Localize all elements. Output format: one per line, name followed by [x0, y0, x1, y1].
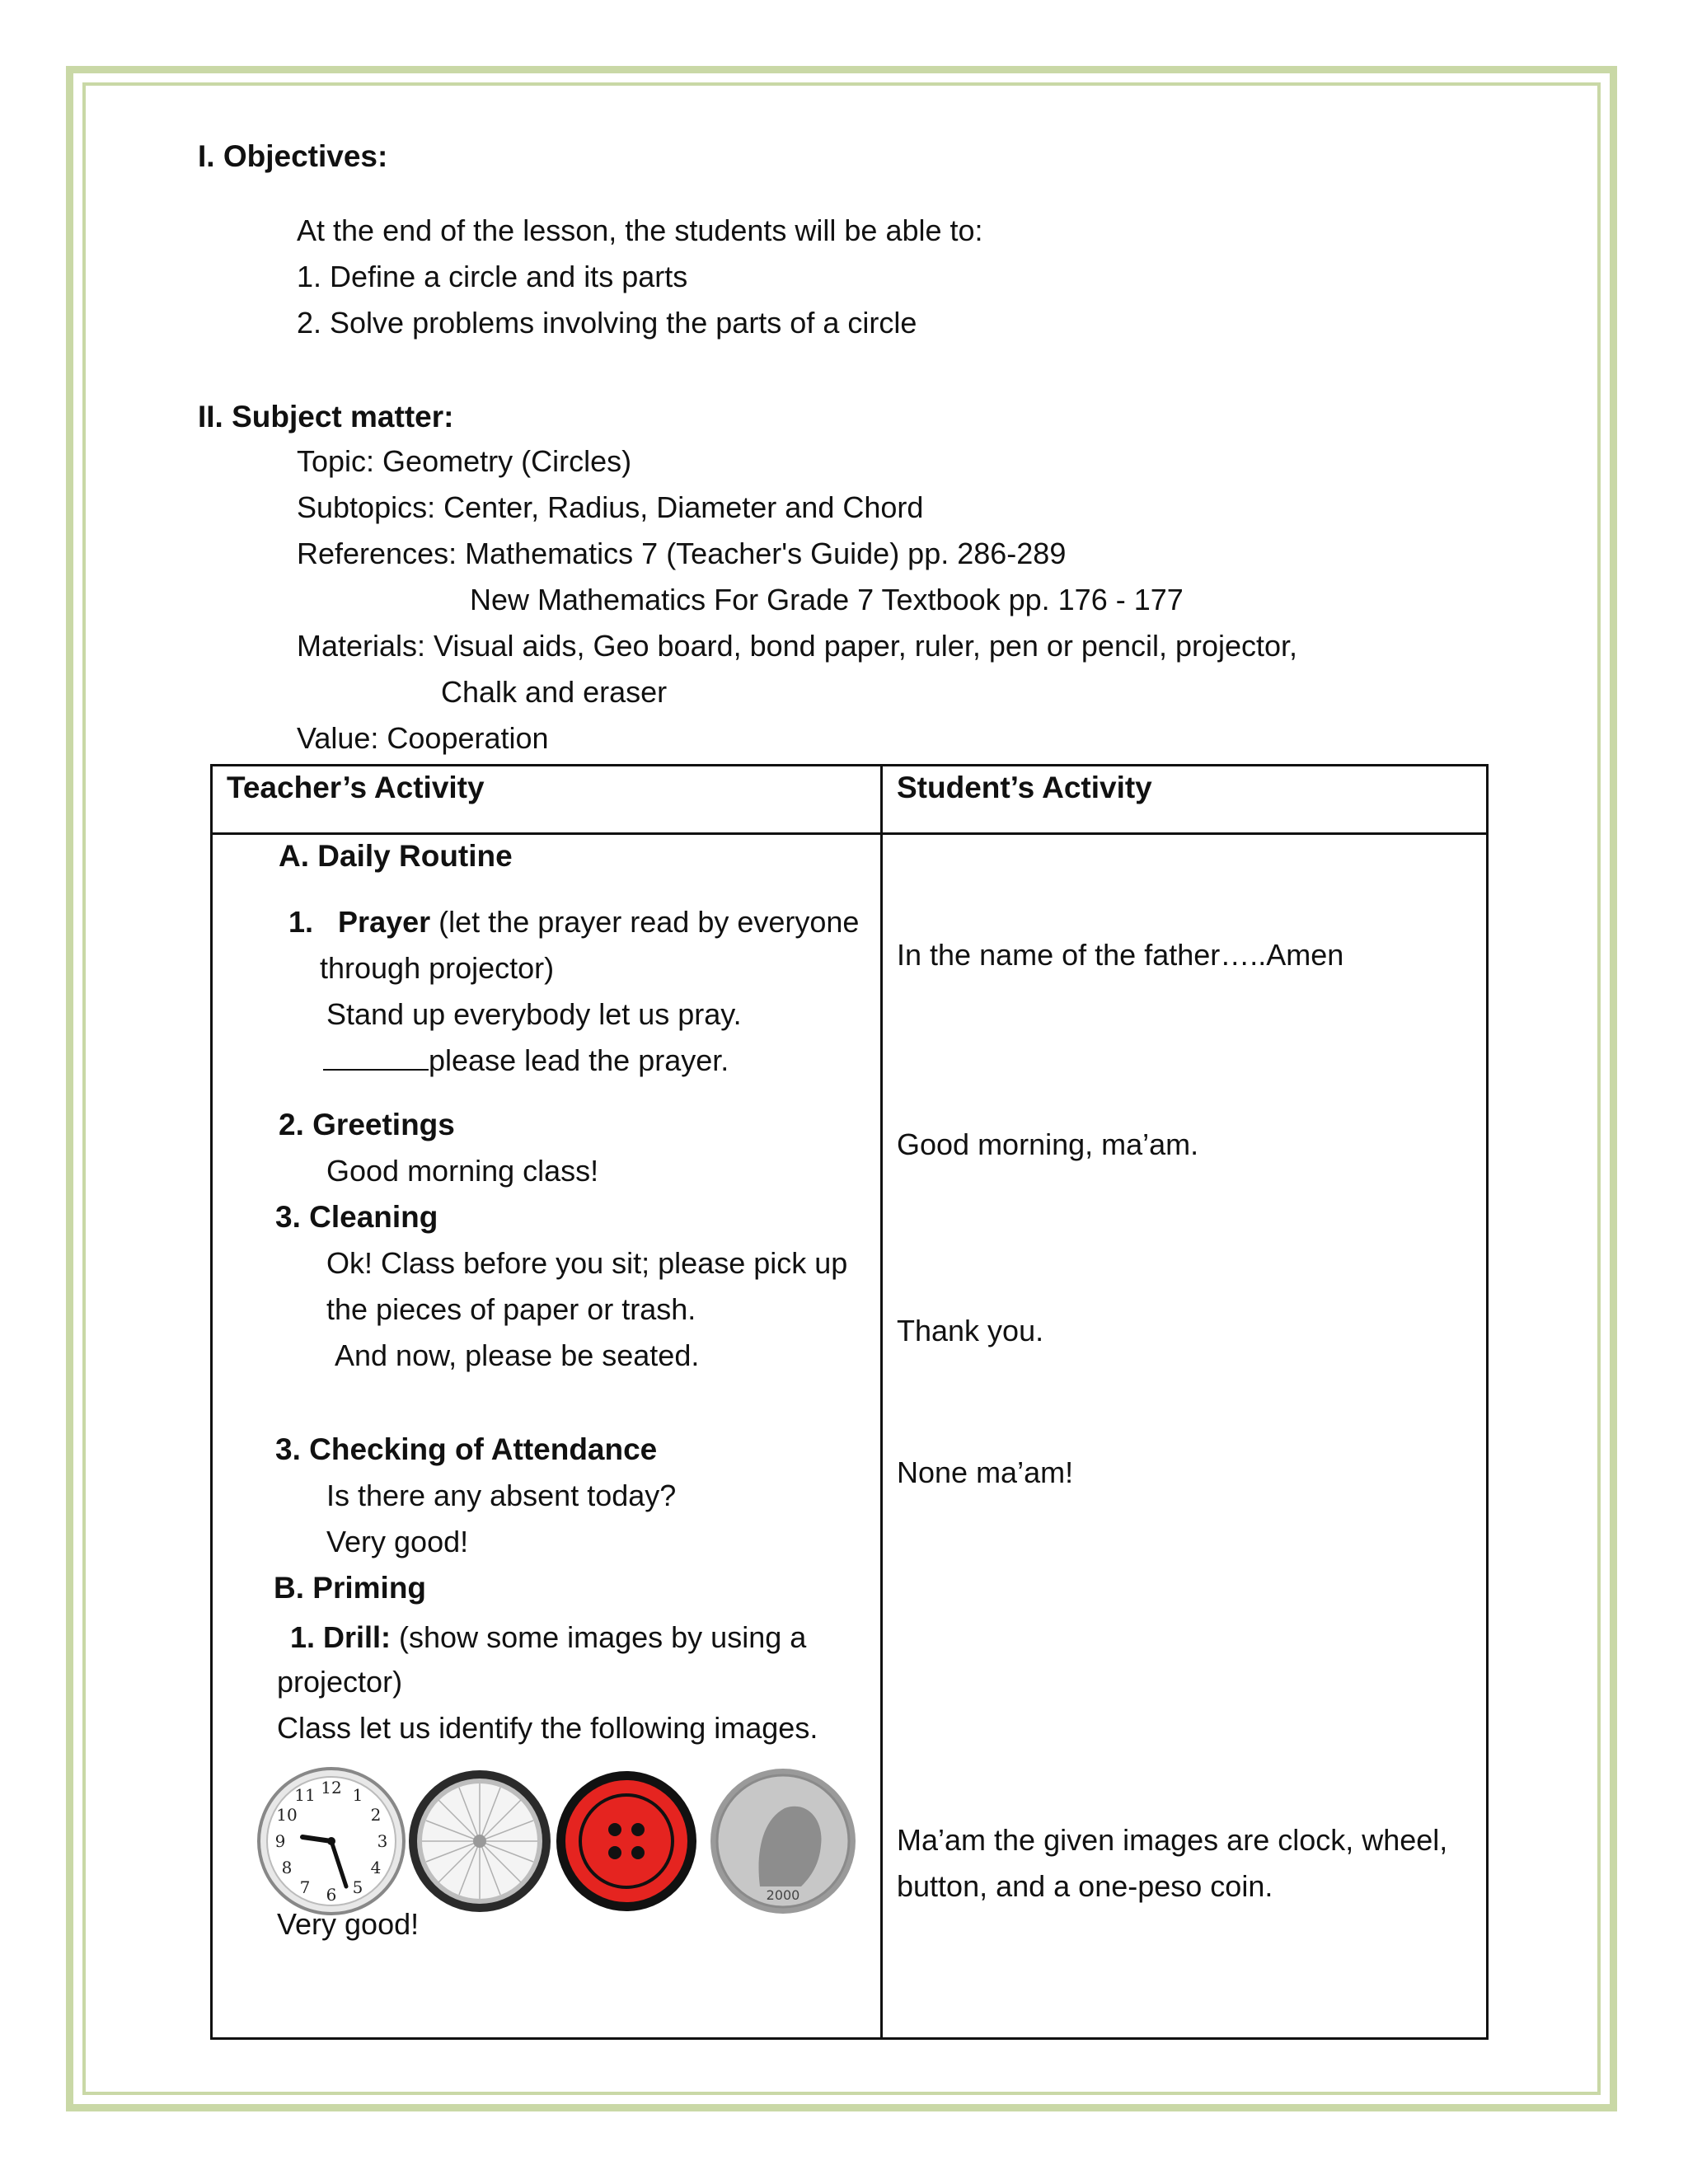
activity-table	[210, 764, 1489, 2040]
prayer-line-2: through projector)	[320, 951, 555, 985]
greetings-heading: 2. Greetings	[279, 1108, 455, 1141]
student-activity-header: Student’s Activity	[897, 771, 1152, 804]
svg-text:5: 5	[352, 1877, 363, 1897]
student-prayer-response: In the name of the father…..Amen	[897, 938, 1344, 972]
references-line: References: Mathematics 7 (Teacher's Guide) pp. 286-289	[297, 537, 1067, 570]
student-activity-cell	[882, 834, 1488, 2039]
prayer-line-3: Stand up everybody let us pray.	[326, 997, 742, 1031]
student-greeting-response: Good morning, ma’am.	[897, 1127, 1199, 1161]
priming-heading: B. Priming	[274, 1571, 427, 1605]
name-blank	[323, 1044, 429, 1071]
button-image	[556, 1771, 696, 1911]
student-attendance-response: None ma’am!	[897, 1455, 1074, 1489]
drill-line-3: Class let us identify the following images.	[277, 1711, 818, 1745]
svg-text:7: 7	[299, 1877, 311, 1897]
coin-year: 2000	[766, 1887, 800, 1903]
prayer-label: Prayer	[338, 905, 431, 939]
cleaning-line-3: And now, please be seated.	[335, 1338, 700, 1372]
clock-image	[259, 1769, 404, 1914]
cleaning-line-2: the pieces of paper or trash.	[326, 1292, 696, 1326]
attendance-line-1: Is there any absent today?	[326, 1479, 677, 1512]
greetings-line: Good morning class!	[326, 1154, 599, 1188]
prayer-line: 1. Prayer (let the prayer read by everyone	[288, 905, 860, 939]
svg-text:6: 6	[326, 1885, 337, 1905]
student-header-cell	[882, 766, 1488, 834]
objectives-intro: At the end of the lesson, the students will be able to:	[297, 213, 983, 247]
svg-text:12: 12	[321, 1778, 342, 1797]
objectives-heading: I. Objectives:	[198, 139, 388, 173]
teacher-activity-header: Teacher’s Activity	[227, 771, 485, 804]
student-thanks-response: Thank you.	[897, 1314, 1044, 1347]
objective-item: 1. Define a circle and its parts	[297, 260, 688, 293]
svg-text:8: 8	[281, 1858, 293, 1877]
prayer-line-4: please lead the prayer.	[323, 1043, 729, 1079]
drill-label: 1. Drill:	[290, 1620, 392, 1654]
svg-text:9: 9	[274, 1831, 286, 1851]
drill-line-2: projector)	[277, 1665, 403, 1699]
attendance-heading: 3. Checking of Attendance	[275, 1432, 658, 1466]
value-line: Value: Cooperation	[297, 721, 549, 755]
student-images-response-1: Ma’am the given images are clock, wheel,	[897, 1823, 1448, 1857]
teacher-header-cell	[212, 766, 882, 834]
daily-routine-heading: A. Daily Routine	[279, 839, 513, 873]
topic-line: Topic: Geometry (Circles)	[297, 444, 632, 478]
svg-text:4: 4	[370, 1858, 382, 1877]
attendance-line-2: Very good!	[326, 1525, 469, 1558]
subject-matter-heading: II. Subject matter:	[198, 400, 454, 434]
wheel-image	[409, 1770, 551, 1912]
closing-line: Very good!	[277, 1907, 420, 1941]
references-line-2: New Mathematics For Grade 7 Textbook pp. 176 - 177	[470, 583, 1184, 616]
student-images-response-2: button, and a one-peso coin.	[897, 1869, 1273, 1903]
cleaning-line-1: Ok! Class before you sit; please pick up	[326, 1246, 848, 1280]
subtopics-line: Subtopics: Center, Radius, Diameter and Chord	[297, 490, 924, 524]
svg-text:3: 3	[377, 1831, 388, 1851]
svg-text:11: 11	[294, 1785, 316, 1805]
objective-item: 2. Solve problems involving the parts of a circle	[297, 306, 917, 340]
teacher-activity-cell	[212, 834, 882, 2039]
svg-text:2: 2	[370, 1805, 382, 1825]
materials-line-2: Chalk and eraser	[441, 675, 668, 709]
materials-line: Materials: Visual aids, Geo board, bond paper, ruler, pen or pencil, projector,	[297, 629, 1298, 663]
cleaning-heading: 3. Cleaning	[275, 1200, 438, 1234]
svg-text:1: 1	[352, 1785, 363, 1805]
drill-line: 1. Drill: (show some images by using a	[290, 1620, 807, 1654]
svg-text:10: 10	[276, 1805, 298, 1825]
peso-coin-image	[710, 1769, 856, 1914]
drill-images	[257, 1763, 884, 1919]
